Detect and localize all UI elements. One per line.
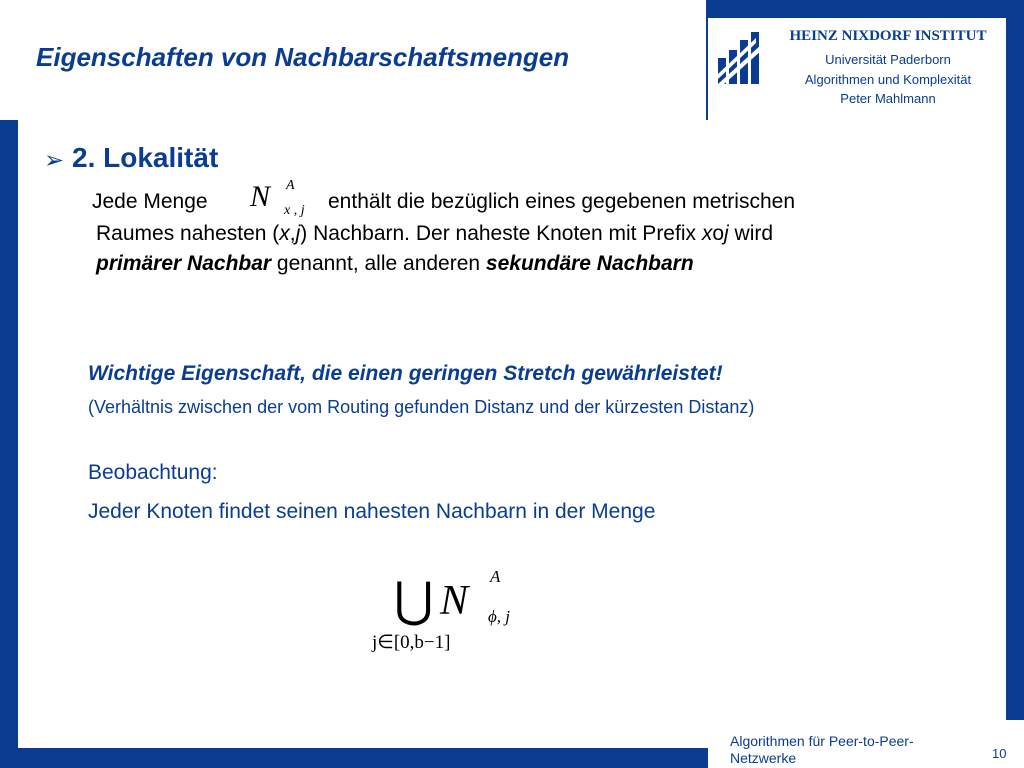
bottom-decor-bar	[0, 748, 708, 768]
secondary-neighbor-term: sekundäre Nachbarn	[485, 252, 694, 275]
definition-line-1-start: Jede Menge	[92, 190, 208, 213]
union-superscript: A	[490, 567, 501, 586]
definition-line-3: primärer Nachbar genannt, alle anderen sekundäre Nachbarn	[96, 252, 694, 275]
hni-logo-icon	[716, 30, 768, 86]
author-name: Peter Mahlmann	[840, 91, 936, 106]
formula-superscript: A	[286, 178, 295, 193]
observation-label: Beobachtung:	[88, 461, 218, 484]
top-decor-bar	[706, 0, 1024, 18]
union-operator: ⋃	[394, 572, 434, 628]
definition-line-2: Raumes nahesten (x,j) Nachbarn. Der naheste Knoten mit Prefix xoj wird	[96, 222, 774, 245]
research-group: Algorithmen und Komplexität	[804, 72, 972, 87]
union-formula	[366, 562, 532, 662]
right-decor-bar	[1006, 0, 1024, 720]
union-range: j∈[0,b−1]	[372, 632, 451, 653]
slide-title: Eigenschaften von Nachbarschaftsmengen	[36, 42, 570, 72]
left-decor-bar	[0, 120, 18, 750]
university-name: Universität Paderborn	[825, 52, 951, 67]
arrow-bullet-icon: ➢	[44, 147, 65, 174]
key-property-note: Wichtige Eigenschaft, die einen geringen Stretch gewährleistet!	[88, 362, 723, 385]
formula-base: N	[250, 180, 271, 213]
section-heading: 2. Lokalität	[72, 142, 219, 173]
page-number: 10	[992, 746, 1007, 761]
union-subscript: ϕ, j	[488, 607, 511, 626]
union-base: N	[440, 578, 469, 624]
primary-neighbor-term: primärer Nachbar	[96, 252, 272, 275]
formula-subscript: x , j	[284, 203, 305, 218]
institute-name: HEINZ NIXDORF INSTITUT	[789, 28, 987, 44]
neighborhood-set-formula	[248, 176, 328, 222]
observation-text: Jeder Knoten findet seinen nahesten Nachbarn in der Menge	[88, 500, 656, 523]
definition-line-1-end: enthält die bezüglich eines gegebenen metrischen	[328, 190, 795, 213]
stretch-explanation: (Verhältnis zwischen der vom Routing gefunden Distanz und der kürzesten Distanz)	[88, 397, 755, 417]
footer-course-title: Algorithmen für Peer-to-Peer-Netzwerke	[730, 733, 914, 766]
